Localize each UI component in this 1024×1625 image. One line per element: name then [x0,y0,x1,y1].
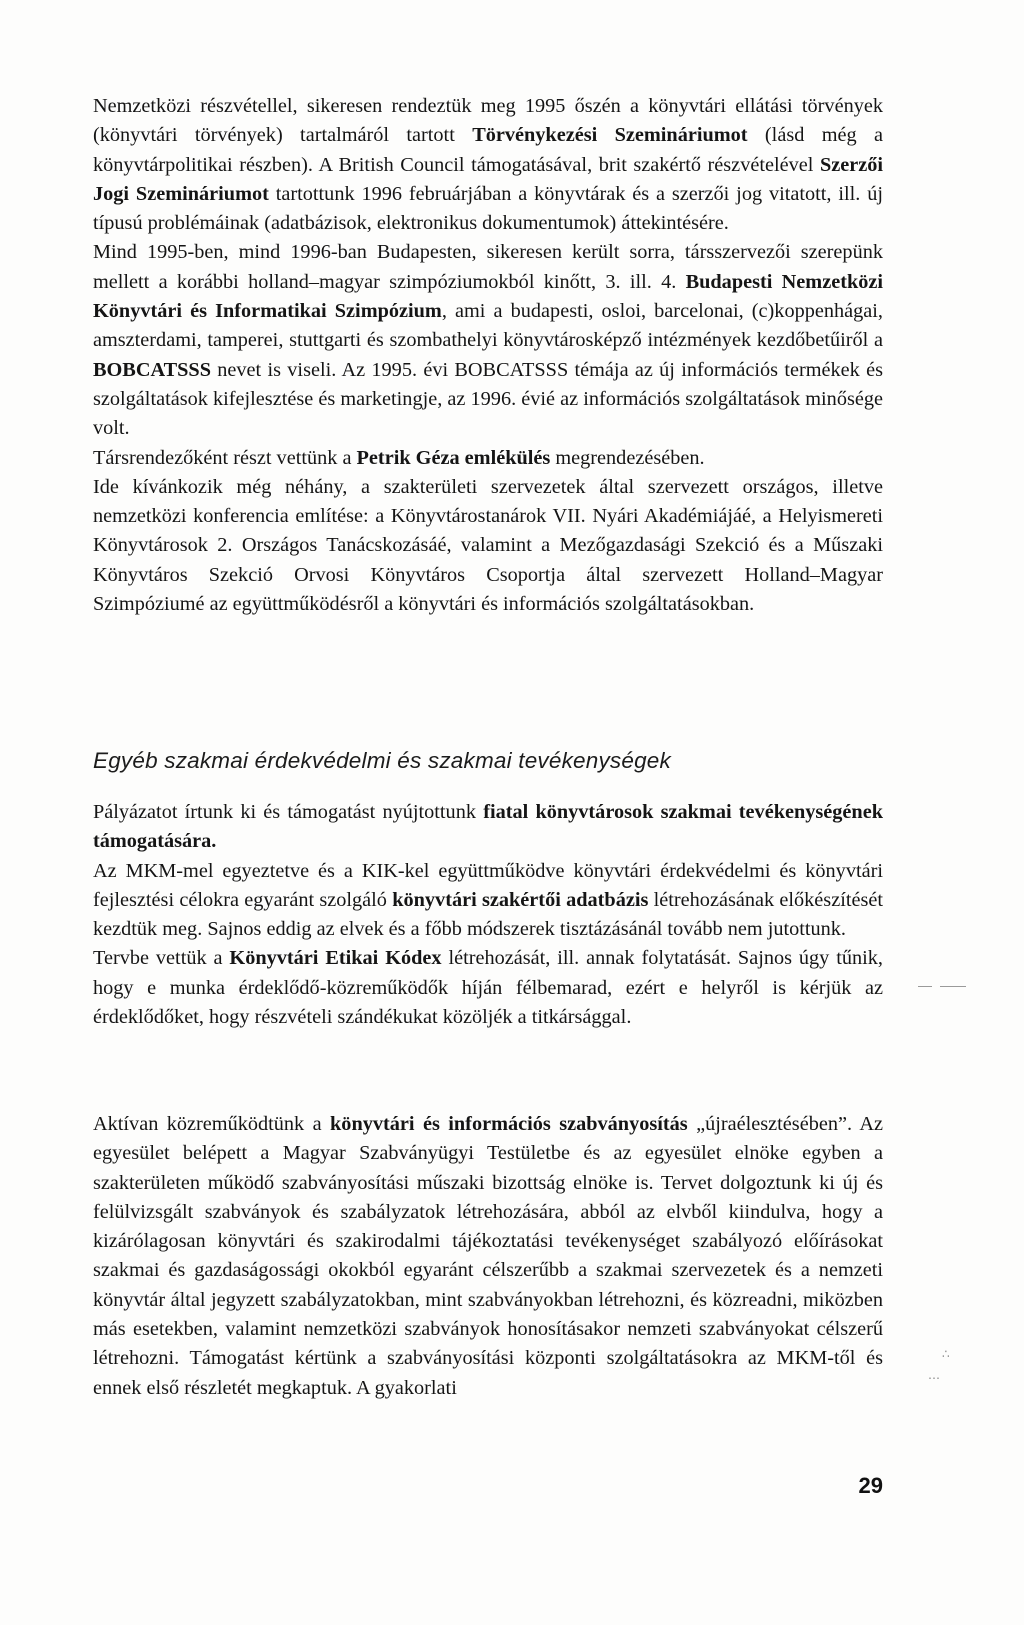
bold-term: Szerzői Jogi Szemináriumot [93,153,883,205]
scan-artifact-dash [940,986,966,987]
scan-artifact-speck: ∴ [942,1347,950,1361]
paragraph: Tervbe vettük a Könyvtári Etikai Kódex létrehozását, ill. annak folytatását. Sajnos úgy tűnik, hogy e munka érdeklődő-közreműködők híján félbemarad, ezért e helyről is kérjük az érdeklődőket, hogy részvételi szándékukat közöljék a titkársággal. [93,947,883,1029]
paragraph: Ide kívánkozik még néhány, a szakterületi szervezetek által szervezett országos, illetve nemzetközi konferencia említése: a Könyvtárostanárok VII. Nyári Akadémiájáé, a Helyismereti Könyvtárosok 2. Országos Tanácskozásáé, valamint a Mezőgazdasági Szekció és a Műszaki Könyvtáros Szekció Orvosi Könyvtáros Csoportja által szervezett Holland–Magyar Szimpóziumé az együttműködésről a könyvtári és információs szolgáltatásokban. [93,475,883,616]
bold-term: könyvtári szakértői adatbázis [392,888,649,911]
bold-term: könyvtári és információs szabványosítás [330,1113,688,1135]
scan-artifact-speck: ⋯ [928,1371,940,1385]
paragraph: Nemzetközi részvétellel, sikeresen rendeztük meg 1995 őszén a könyvtári ellátási törvények (könyvtári törvények) tartalmáról tartott Törvénykezési Szemináriumot (lásd még a könyvtárpolitikai részben). A British Council támogatásával, brit szakértő részvételével Szerzői Jogi Szemináriumot tartottunk 1996 februárjában a könyvtárak és a szerzői jog vitatott, ill. új típusú problémáinak (adatbázisok, elektronikus dokumentumok) áttekintésére. [93,95,883,235]
paragraph: Pályázatot írtunk ki és támogatást nyújtottunk fiatal könyvtárosok szakmai tevékenységének támogatására. [93,801,883,853]
scan-artifact-dash [918,986,932,987]
text-block-standardization [93,1110,883,1403]
paragraph: Aktívan közreműködtünk a könyvtári és információs szabványosítás „újraélesztésében”. Az egyesület belépett a Magyar Szabványügyi Testületbe és az egyesület elnöke egyben a szakterületen működő szabványosítási műszaki bizottság elnöke is. Tervet dolgoztunk ki új és felülvizsgált szabványok és szabályzatok létrehozására, abból az elvből kiindulva, hogy a kizárólagosan könyvtári és szakirodalmi tájékoztatási tevékenységet szabályozó előírásokat szakmai és gazdaságossági okokból egyaránt célszerűbb a szakmai szervezetek és a nemzeti könyvtár által jegyzett szabályzatokban, mint szabványokban létrehozni, és közreadni, miközben más esetekben, valamint nemzetközi szabványok honosításakor nemzeti szabványokat célszerű létrehozni. Támogatást kértünk a szabványosítási központi szolgáltatásokra az MKM-től és ennek első részletét megkaptuk. A gyakorlati [93,1113,883,1399]
bold-term: fiatal könyvtárosok szakmai tevékenységének támogatására. [93,801,883,853]
section-heading: Egyéb szakmai érdekvédelmi és szakmai tevékenységek [93,748,671,773]
paragraph: Mind 1995-ben, mind 1996-ban Budapesten, sikeresen került sorra, társszervezői szerepünk mellett a korábbi holland–magyar szimpóziumokból kinőtt, 3. ill. 4. Budapesti Nemzetközi Könyvtári és Informatikai Szimpózium, ami a budapesti, osloi, barcelonai, (c)koppenhágai, amszterdami, tamperei, stuttgarti és szombathelyi könyvtárosképző intézmények kezdőbetűiről a BOBCATSSS nevet is viseli. Az 1995. évi BOBCATSSS témája az új információs termékek és szolgáltatások kifejlesztése és marketingje, az 1996. évié az információs szolgáltatások minősége volt. [93,241,884,440]
paragraph: Az MKM-mel egyeztetve és a KIK-kel együttműködve könyvtári érdekvédelmi és könyvtári fejlesztési célokra egyaránt szolgáló könyvtári szakértői adatbázis létrehozásának előkészítését kezdtük meg. Sajnos eddig az elvek és a főbb módszerek tisztázásánál tovább nem jutottunk. [93,859,884,941]
text-block-conferences [93,92,883,619]
bold-term: Törvénykezési Szemináriumot [472,124,748,147]
bold-term: Könyvtári Etikai Kódex [229,947,442,970]
bold-term: Petrik Géza emlékülés [356,446,551,469]
text-block-other-activities [93,798,883,1032]
bold-term: Budapesti Nemzetközi Könyvtári és Informatikai Szimpózium [93,270,884,323]
bold-term: BOBCATSSS [93,358,211,381]
page-number: 29 [858,1473,883,1498]
paragraph: Társrendezőként részt vettünk a Petrik Géza emlékülés megrendezésében. [93,446,705,469]
